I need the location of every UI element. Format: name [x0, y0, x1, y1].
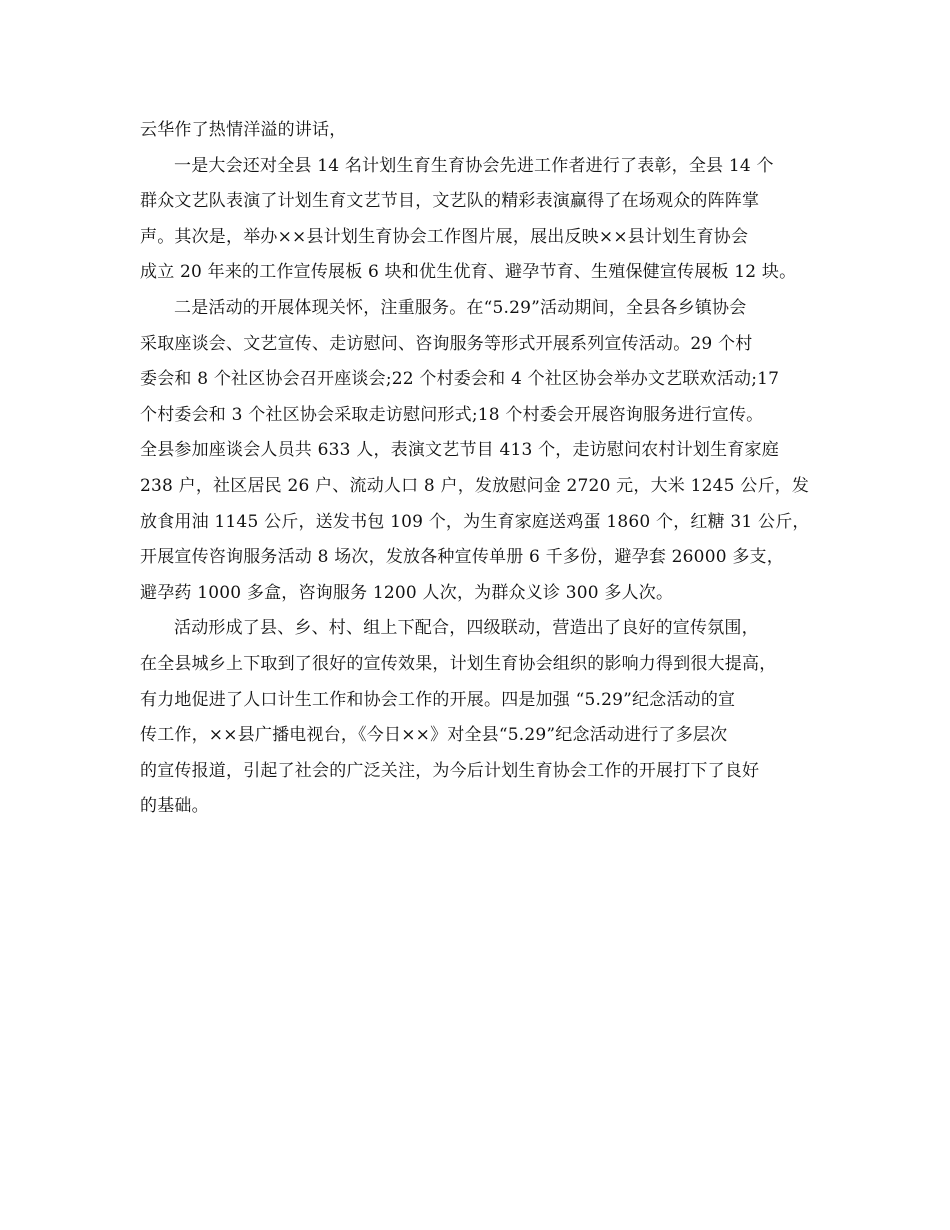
paragraph-1: [140, 149, 830, 291]
paragraph-3: [140, 611, 830, 825]
text-line: 云华作了热情洋溢的讲话，: [140, 120, 347, 140]
text-line: 成立 20 年来的工作宣传展板 6 块和优生优育、避孕节育、生殖保健宣传展板 12 块。: [140, 262, 797, 283]
text-line: 有力地促进了人口计生工作和协会工作的开展。四是加强 “5.29”纪念活动的宣: [140, 689, 736, 710]
text-line: 在全县城乡上下取到了很好的宣传效果，计划生育协会组织的影响力得到很大提高，: [140, 653, 777, 674]
text-line: 放食用油 1145 公斤，送发书包 109 个，为生育家庭送鸡蛋 1860 个，红糖 31 公斤，: [140, 511, 810, 532]
text-line: 一是大会还对全县 14 名计划生育生育协会先进工作者进行了表彰，全县 14 个: [174, 155, 774, 176]
text-line: 的基础。: [140, 796, 209, 817]
text-line: 采取座谈会、文艺宣传、走访慰问、咨询服务等形式开展系列宣传活动。29 个村: [140, 333, 753, 354]
text-line: 委会和 8 个社区协会召开座谈会;22 个村委会和 4 个社区协会举办文艺联欢活动;17: [140, 369, 780, 390]
text-line: 声。其次是，举办××县计划生育协会工作图片展，展出反映××县计划生育协会: [140, 226, 749, 247]
text-line: 开展宣传咨询服务活动 8 场次，发放各种宣传单册 6 千多份，避孕套 26000 多支，: [140, 547, 784, 568]
text-line: 全县参加座谈会人员共 633 人，表演文艺节目 413 个，走访慰问农村计划生育家庭: [140, 440, 779, 461]
text-line: 传工作，××县广播电视台，《今日××》对全县“5.29”纪念活动进行了多层次: [140, 725, 728, 746]
text-line: 群众文艺队表演了计划生育文艺节目，文艺队的精彩表演赢得了在场观众的阵阵掌: [140, 191, 760, 212]
text-line: 避孕药 1000 多盒，咨询服务 1200 人次，为群众义诊 300 多人次。: [140, 582, 674, 603]
text-line: 活动形成了县、乡、村、组上下配合，四级联动，营造出了良好的宣传氛围，: [174, 618, 759, 639]
text-line: 的宣传报道，引起了社会的广泛关注，为今后计划生育协会工作的开展打下了良好: [140, 760, 760, 781]
text-line: 238 户，社区居民 26 户、流动人口 8 户，发放慰问金 2720 元，大米 1245 公斤，发: [140, 475, 810, 496]
paragraph-2: [140, 291, 830, 611]
text-line: 个村委会和 3 个社区协会采取走访慰问形式;18 个村委会开展咨询服务进行宣传。: [140, 404, 764, 425]
text-line: 二是活动的开展体现关怀，注重服务。在“5.29”活动期间，全县各乡镇协会: [174, 297, 747, 318]
document-body: [140, 113, 830, 825]
paragraph-0: [140, 113, 830, 149]
